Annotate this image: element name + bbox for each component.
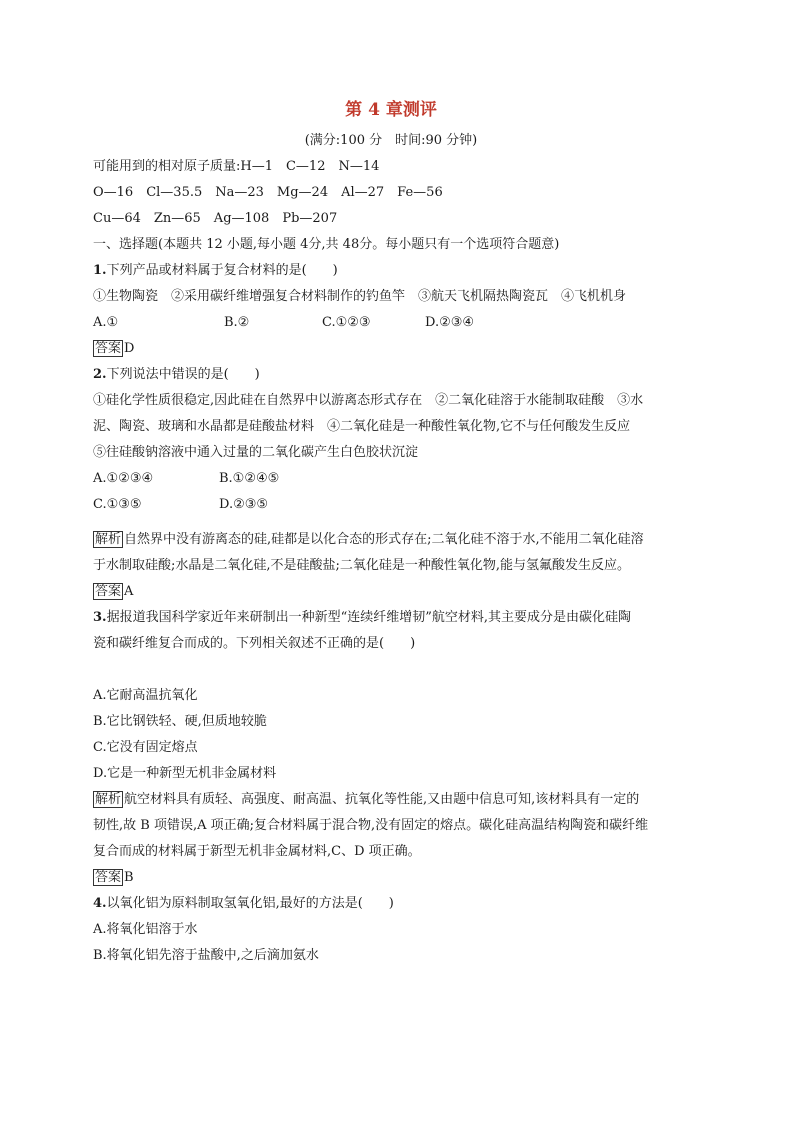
option-d: D.它是一种新型无机非金属材料 xyxy=(93,766,277,781)
option-b: B.①②④⑤ xyxy=(219,471,280,486)
atomic-mass-line-3: Cu—64 Zn—65 Ag—108 Pb—207 xyxy=(93,211,338,226)
question-2-options-row-1 xyxy=(93,470,689,487)
question-2-stem: 2.下列说法中错误的是( ) xyxy=(93,367,260,382)
answer-label: 答案 xyxy=(95,584,122,599)
question-3-analysis-3: 复合而成的材料属于新型无机非金属材料,C、D 项正确。 xyxy=(93,844,421,859)
section-heading: 一、选择题(本题共 12 小题,每小题 4分,共 48分。每小题只有一个选项符合题意) xyxy=(93,237,560,252)
answer-label: 答案 xyxy=(95,341,122,356)
question-number: 2. xyxy=(93,367,107,382)
analysis-label: 解析 xyxy=(95,792,122,807)
option-a: A.① xyxy=(93,315,119,330)
question-2-items-1: ①硅化学性质很稳定,因此硅在自然界中以游离态形式存在 ②二氧化硅溶于水能制取硅酸 ③水 xyxy=(93,393,644,408)
exam-meta: (满分:100 分 时间:90 分钟) xyxy=(304,133,478,148)
option-c: C.①③⑤ xyxy=(93,497,142,512)
question-1-options xyxy=(93,314,689,331)
option-d: D.②③④ xyxy=(425,315,475,330)
option-a: A.它耐高温抗氧化 xyxy=(93,688,198,703)
question-1-stem: 1.下列产品或材料属于复合材料的是( ) xyxy=(93,263,338,278)
option-c: C.它没有固定熔点 xyxy=(93,740,198,755)
question-number: 4. xyxy=(93,896,107,911)
question-2-analysis-1: 解析 自然界中没有游离态的硅,硅都是以化合态的形式存在;二氧化硅不溶于水,不能用二氧化硅溶 xyxy=(95,532,644,547)
option-a: A.将氧化铝溶于水 xyxy=(93,922,198,937)
question-1-items: ①生物陶瓷 ②采用碳纤维增强复合材料制作的钓鱼竿 ③航天飞机隔热陶瓷瓦 ④飞机机身 xyxy=(93,289,627,304)
option-b: B.将氧化铝先溶于盐酸中,之后滴加氨水 xyxy=(93,948,319,963)
option-a: A.①②③④ xyxy=(93,471,154,486)
question-2-options-row-2 xyxy=(93,496,689,513)
question-3-stem-1: 3.据报道我国科学家近年来研制出一种新型“连续纤维增韧”航空材料,其主要成分是由碳化硅陶 xyxy=(93,610,632,625)
option-b: B.它比钢铁轻、硬,但质地较脆 xyxy=(93,714,267,729)
question-2-answer: 答案 A xyxy=(95,584,134,599)
question-3-answer: 答案 B xyxy=(95,870,134,885)
question-2-items-2: 泥、陶瓷、玻璃和水晶都是硅酸盐材料 ④二氧化硅是一种酸性氧化物,它不与任何酸发生反应 xyxy=(93,419,631,434)
question-number: 1. xyxy=(93,263,107,278)
atomic-mass-line-2: O—16 Cl—35.5 Na—23 Mg—24 Al—27 Fe—56 xyxy=(93,185,443,200)
question-2-analysis-2: 于水制取硅酸;水晶是二氧化硅,不是硅酸盐;二氧化硅是一种酸性氧化物,能与氢氟酸发生反应。 xyxy=(93,558,631,573)
question-3-analysis-1: 解析 航空材料具有质轻、高强度、耐高温、抗氧化等性能,又由题中信息可知,该材料具有一定的 xyxy=(95,792,640,807)
page-title: 第 4 章测评 xyxy=(345,100,437,120)
option-d: D.②③⑤ xyxy=(219,497,269,512)
answer-label: 答案 xyxy=(95,870,122,885)
question-4-stem: 4.以氧化铝为原料制取氢氧化铝,最好的方法是( ) xyxy=(93,896,394,911)
question-number: 3. xyxy=(93,610,107,625)
question-3-stem-2: 瓷和碳纤维复合而成的。下列相关叙述不正确的是( ) xyxy=(93,636,416,651)
atomic-mass-line-1: 可能用到的相对原子质量:H—1 C—12 N—14 xyxy=(93,159,380,174)
question-3-analysis-2: 韧性,故 B 项错误,A 项正确;复合材料属于混合物,没有固定的熔点。碳化硅高温结构陶瓷和碳纤维 xyxy=(93,818,649,833)
analysis-label: 解析 xyxy=(95,532,122,547)
option-b: B.② xyxy=(224,315,250,330)
question-1-answer: 答案 D xyxy=(95,341,135,356)
option-c: C.①②③ xyxy=(322,315,371,330)
question-2-items-3: ⑤往硅酸钠溶液中通入过量的二氧化碳产生白色胶状沉淀 xyxy=(93,445,419,460)
document-content xyxy=(93,96,689,964)
